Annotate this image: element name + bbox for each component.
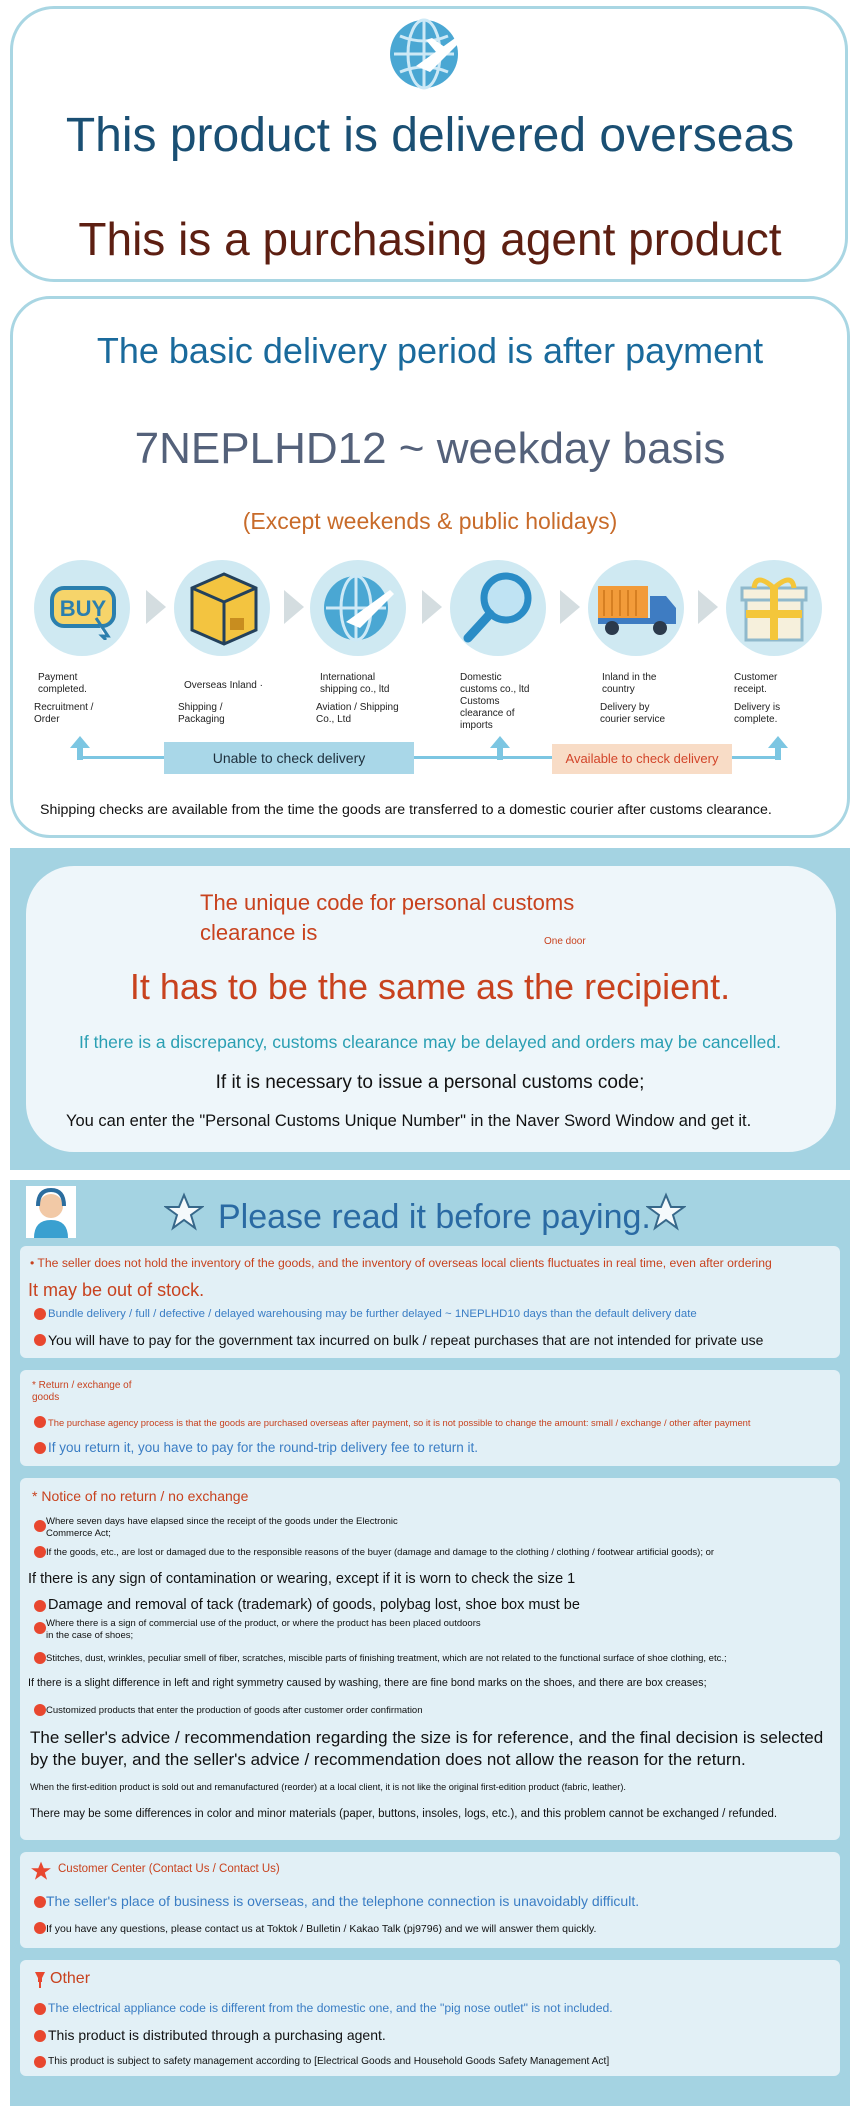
notice-6: Stitches, dust, wrinkles, peculiar smell of fiber, scratches, miscible parts of finishing treatment, which are not related to the functional surface of shoe clothing, etc.; [46,1653,727,1664]
notice-1a: Where seven days have elapsed since the receipt of the goods under the Electronic [46,1516,398,1527]
star-red-icon [30,1860,52,1882]
step-top-1: Payment completed. [38,672,87,695]
customs-line-1b: clearance is [200,920,318,945]
notice-8: Customized products that enter the production of goods after customer order confirmation [46,1705,423,1716]
unable-to-check-badge: Unable to check delivery [164,742,414,774]
other-text-3: This product is subject to safety management according to [Electrical Goods and Household Goods Safety Management Act] [48,2056,610,2067]
issue-code-text: If it is necessary to issue a personal customs code; [215,1072,645,1093]
step-bottom-4: Customs clearance of imports [460,696,515,731]
customer-center-text-1: The seller's place of business is overseas, and the telephone connection is unavoidably difficult. [46,1893,640,1909]
step-arrow-3 [422,590,442,624]
globe-plane-step-icon [318,568,398,648]
other-text-2: This product is distributed through a purchasing agent. [48,2027,386,2043]
notice-9b: by the buyer, and the seller's advice / recommendation does not allow the reason for the return. [30,1750,746,1769]
notice-7: If there is a slight difference in left and right symmetry caused by washing, there are fine bond marks on the shoes, and there are box creases; [28,1677,707,1689]
bullet-dot [34,1334,46,1346]
step-top-5: Inland in the country [602,672,657,695]
bullet-dot [34,1442,46,1454]
government-tax-text: You will have to pay for the government tax incurred on bulk / repeat purchases that are not intended for private use [48,1332,764,1348]
step-arrow-5 [698,590,718,624]
bullet-dot [34,1520,46,1532]
step-bottom-1: Recruitment / Order [34,702,94,725]
bullet-dot [34,1416,46,1428]
bullet-dot [34,1896,46,1908]
notice-9a: The seller's advice / recommendation regarding the size is for reference, and the final decision is selected [30,1728,824,1747]
notice-11: There may be some differences in color and minor materials (paper, buttons, insoles, logs, etc.), and this problem cannot be exchanged / refunded. [30,1808,778,1820]
notice-2: If the goods, etc., are lost or damaged due to the responsible reasons of the buyer (damage and damage to the clothing / clothing / footwear artificial goods); or [46,1547,715,1558]
notice-1b: Commerce Act; [46,1528,111,1539]
other-text-1: The electrical appliance code is different from the domestic one, and the "pig nose outlet" is not included. [48,2001,613,2015]
tracking-up-arrow-2 [490,736,510,760]
other-head: Other [50,1970,91,1987]
step-bottom-6: Delivery is complete. [734,702,781,725]
shipping-check-note: Shipping checks are available from the time the goods are transferred to a domestic courier after customs clearance. [40,802,772,818]
step-bottom-3: Aviation / Shipping Co., Ltd [316,702,399,725]
stock-text-2: It may be out of stock. [28,1280,205,1300]
buy-icon [44,580,124,640]
step-top-3: International shipping co., ltd [320,672,390,695]
bullet-dot [34,1922,46,1934]
customer-center-head: Customer Center (Contact Us / Contact Us) [58,1863,280,1875]
notice-head: * Notice of no return / no exchange [32,1488,249,1504]
step-top-4: Domestic customs co., ltd [460,672,530,695]
return-head-2: goods [32,1392,60,1403]
step-arrow-2 [284,590,304,624]
customer-center-text-2: If you have any questions, please contact us at Toktok / Bulletin / Kakao Talk (pj9796) and we will answer them quickly. [46,1923,597,1935]
pin-icon [32,1970,48,1988]
return-text-2: If you return it, you have to pay for the round-trip delivery fee to return it. [48,1440,478,1455]
read-before-paying-title: Please read it before paying. [218,1198,651,1236]
agent-avatar-icon [26,1186,76,1238]
purchasing-agent-text: This is a purchasing agent product [78,213,782,265]
delivery-title: The basic delivery period is after payment [96,330,764,371]
bullet-dot [34,2030,46,2042]
bullet-dot [34,1622,46,1634]
one-door-text: One door [544,936,586,947]
step-bottom-5: Delivery by courier service [600,702,666,725]
package-box-icon [184,566,262,646]
stock-text-1: • The seller does not hold the inventory of the goods, and the inventory of overseas local clients fluctuates in real time, even after ordering [30,1256,772,1270]
bullet-dot [34,2003,46,2015]
notice-3: If there is any sign of contamination or wearing, except if it is worn to check the size 1 [28,1571,576,1587]
magnifier-icon [458,566,540,648]
bundle-delay-text: Bundle delivery / full / defective / delayed warehousing may be further delayed ~ 1NEPLHD10 days than the default delivery date [48,1308,697,1320]
bullet-dot [34,1600,46,1612]
bullet-dot [34,1308,46,1320]
step-bottom-2: Shipping / Packaging [178,702,225,725]
globe-plane-icon [386,14,466,94]
except-holidays: (Except weekends & public holidays) [242,508,618,534]
bullet-dot [34,2056,46,2068]
star-icon-right [646,1192,686,1232]
notice-4: Damage and removal of tack (trademark) of goods, polybag lost, shoe box must be [48,1597,580,1613]
step-arrow-1 [146,590,166,624]
naver-search-text: You can enter the "Personal Customs Unique Number" in the Naver Sword Window and get it. [66,1112,752,1130]
step-top-6: Customer receipt. [734,672,778,695]
truck-icon [594,578,678,638]
notice-5a: Where there is a sign of commercial use of the product, or where the product has been placed outdoors [46,1618,481,1629]
discrepancy-warning: If there is a discrepancy, customs clearance may be delayed and orders may be cancelled. [79,1032,781,1052]
star-icon-left [164,1192,204,1232]
delivery-period: 7NEPLHD12 ~ weekday basis [134,424,726,473]
step-arrow-4 [560,590,580,624]
tracking-up-arrow-1 [70,736,90,760]
return-head-1: * Return / exchange of [32,1380,132,1391]
bullet-dot [34,1704,46,1716]
step-top-2: Overseas Inland · [184,680,263,691]
bullet-dot [34,1546,46,1558]
same-as-recipient: It has to be the same as the recipient. [129,966,731,1007]
available-to-check-badge: Available to check delivery [552,744,732,774]
customs-line-1a: The unique code for personal customs [200,890,575,915]
return-text-1: The purchase agency process is that the goods are purchased overseas after payment, so it is not possible to change the amount: small / exchange / other after payment [48,1417,751,1428]
svg-text:BUY: BUY [59,596,107,621]
gift-icon [738,570,810,646]
notice-5b: in the case of shoes; [46,1630,134,1641]
tracking-up-arrow-3 [768,736,788,760]
bullet-dot [34,1652,46,1664]
notice-10: When the first-edition product is sold out and remanufactured (reorder) at a local client, it is not like the original first-edition product (fabric, leather). [30,1782,626,1792]
overseas-delivery-text: This product is delivered overseas [65,109,795,162]
